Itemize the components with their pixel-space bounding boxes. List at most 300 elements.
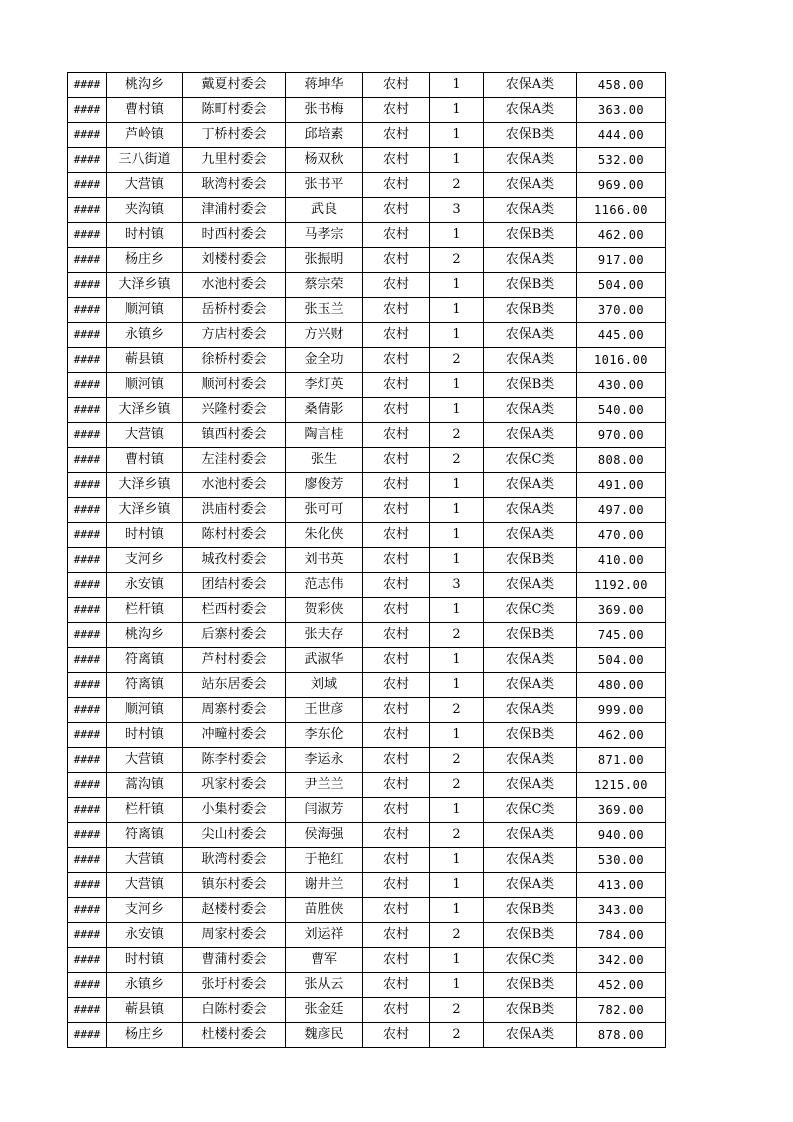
table-body xyxy=(68,73,666,1048)
table-row xyxy=(68,348,666,373)
town-cell: 蒿沟镇 xyxy=(107,773,183,798)
count-cell: 1 xyxy=(430,973,484,998)
village-cell: 镇西村委会 xyxy=(183,423,286,448)
town-cell: 桃沟乡 xyxy=(107,623,183,648)
category-cell: 农保A类 xyxy=(484,198,577,223)
id-cell: #### xyxy=(68,123,107,148)
town-cell: 时村镇 xyxy=(107,223,183,248)
area-type-cell: 农村 xyxy=(363,173,430,198)
area-type-cell: 农村 xyxy=(363,448,430,473)
town-cell: 杨庄乡 xyxy=(107,248,183,273)
count-cell: 1 xyxy=(430,673,484,698)
category-cell: 农保A类 xyxy=(484,348,577,373)
name-cell: 谢井兰 xyxy=(286,873,363,898)
village-cell: 丁桥村委会 xyxy=(183,123,286,148)
town-cell: 蕲县镇 xyxy=(107,998,183,1023)
table-row xyxy=(68,248,666,273)
id-cell: #### xyxy=(68,98,107,123)
name-cell: 张金廷 xyxy=(286,998,363,1023)
amount-cell: 1192.00 xyxy=(577,573,666,598)
id-cell: #### xyxy=(68,898,107,923)
name-cell: 武良 xyxy=(286,198,363,223)
name-cell: 蔡宗荣 xyxy=(286,273,363,298)
area-type-cell: 农村 xyxy=(363,1023,430,1048)
id-cell: #### xyxy=(68,498,107,523)
name-cell: 刘书英 xyxy=(286,548,363,573)
area-type-cell: 农村 xyxy=(363,623,430,648)
count-cell: 1 xyxy=(430,273,484,298)
town-cell: 永镇乡 xyxy=(107,973,183,998)
town-cell: 符离镇 xyxy=(107,673,183,698)
table-row xyxy=(68,523,666,548)
count-cell: 1 xyxy=(430,373,484,398)
village-cell: 岳桥村委会 xyxy=(183,298,286,323)
name-cell: 魏彦民 xyxy=(286,1023,363,1048)
table-row xyxy=(68,148,666,173)
table-row xyxy=(68,598,666,623)
village-cell: 巩家村委会 xyxy=(183,773,286,798)
id-cell: #### xyxy=(68,848,107,873)
area-type-cell: 农村 xyxy=(363,798,430,823)
amount-cell: 917.00 xyxy=(577,248,666,273)
amount-cell: 444.00 xyxy=(577,123,666,148)
amount-cell: 413.00 xyxy=(577,873,666,898)
amount-cell: 782.00 xyxy=(577,998,666,1023)
name-cell: 桑倩影 xyxy=(286,398,363,423)
count-cell: 2 xyxy=(430,923,484,948)
id-cell: #### xyxy=(68,523,107,548)
village-cell: 张圩村委会 xyxy=(183,973,286,998)
id-cell: #### xyxy=(68,598,107,623)
name-cell: 张玉兰 xyxy=(286,298,363,323)
town-cell: 符离镇 xyxy=(107,823,183,848)
area-type-cell: 农村 xyxy=(363,498,430,523)
town-cell: 永安镇 xyxy=(107,573,183,598)
table-row xyxy=(68,448,666,473)
id-cell: #### xyxy=(68,873,107,898)
town-cell: 支河乡 xyxy=(107,548,183,573)
area-type-cell: 农村 xyxy=(363,998,430,1023)
category-cell: 农保A类 xyxy=(484,773,577,798)
table-row xyxy=(68,373,666,398)
amount-cell: 999.00 xyxy=(577,698,666,723)
village-cell: 兴隆村委会 xyxy=(183,398,286,423)
town-cell: 蕲县镇 xyxy=(107,348,183,373)
village-cell: 陈村村委会 xyxy=(183,523,286,548)
table-row xyxy=(68,423,666,448)
name-cell: 蒋坤华 xyxy=(286,73,363,98)
area-type-cell: 农村 xyxy=(363,323,430,348)
town-cell: 大营镇 xyxy=(107,173,183,198)
category-cell: 农保A类 xyxy=(484,1023,577,1048)
count-cell: 1 xyxy=(430,98,484,123)
village-cell: 站东居委会 xyxy=(183,673,286,698)
amount-cell: 504.00 xyxy=(577,273,666,298)
category-cell: 农保C类 xyxy=(484,598,577,623)
village-cell: 洪庙村委会 xyxy=(183,498,286,523)
area-type-cell: 农村 xyxy=(363,748,430,773)
town-cell: 大泽乡镇 xyxy=(107,273,183,298)
count-cell: 1 xyxy=(430,898,484,923)
town-cell: 时村镇 xyxy=(107,948,183,973)
table-row xyxy=(68,673,666,698)
area-type-cell: 农村 xyxy=(363,898,430,923)
village-cell: 曹蒲村委会 xyxy=(183,948,286,973)
amount-cell: 452.00 xyxy=(577,973,666,998)
amount-cell: 808.00 xyxy=(577,448,666,473)
area-type-cell: 农村 xyxy=(363,98,430,123)
village-cell: 团结村委会 xyxy=(183,573,286,598)
amount-cell: 532.00 xyxy=(577,148,666,173)
area-type-cell: 农村 xyxy=(363,523,430,548)
amount-cell: 342.00 xyxy=(577,948,666,973)
id-cell: #### xyxy=(68,948,107,973)
table-row xyxy=(68,948,666,973)
area-type-cell: 农村 xyxy=(363,948,430,973)
name-cell: 王世彦 xyxy=(286,698,363,723)
amount-cell: 491.00 xyxy=(577,473,666,498)
village-cell: 耿湾村委会 xyxy=(183,173,286,198)
area-type-cell: 农村 xyxy=(363,423,430,448)
id-cell: #### xyxy=(68,398,107,423)
id-cell: #### xyxy=(68,623,107,648)
name-cell: 苗胜侠 xyxy=(286,898,363,923)
area-type-cell: 农村 xyxy=(363,198,430,223)
town-cell: 大营镇 xyxy=(107,423,183,448)
table-row xyxy=(68,98,666,123)
village-cell: 陈李村委会 xyxy=(183,748,286,773)
area-type-cell: 农村 xyxy=(363,473,430,498)
table-row xyxy=(68,623,666,648)
area-type-cell: 农村 xyxy=(363,398,430,423)
category-cell: 农保B类 xyxy=(484,223,577,248)
amount-cell: 462.00 xyxy=(577,223,666,248)
village-cell: 时西村委会 xyxy=(183,223,286,248)
count-cell: 1 xyxy=(430,398,484,423)
village-cell: 周寨村委会 xyxy=(183,698,286,723)
name-cell: 廖俊芳 xyxy=(286,473,363,498)
data-table xyxy=(67,72,666,1048)
name-cell: 张生 xyxy=(286,448,363,473)
amount-cell: 871.00 xyxy=(577,748,666,773)
table-row xyxy=(68,723,666,748)
category-cell: 农保B类 xyxy=(484,898,577,923)
category-cell: 农保B类 xyxy=(484,298,577,323)
category-cell: 农保C类 xyxy=(484,448,577,473)
area-type-cell: 农村 xyxy=(363,823,430,848)
count-cell: 3 xyxy=(430,198,484,223)
count-cell: 1 xyxy=(430,323,484,348)
category-cell: 农保A类 xyxy=(484,148,577,173)
amount-cell: 540.00 xyxy=(577,398,666,423)
table-row xyxy=(68,123,666,148)
area-type-cell: 农村 xyxy=(363,923,430,948)
id-cell: #### xyxy=(68,1023,107,1048)
amount-cell: 784.00 xyxy=(577,923,666,948)
count-cell: 2 xyxy=(430,1023,484,1048)
category-cell: 农保A类 xyxy=(484,823,577,848)
area-type-cell: 农村 xyxy=(363,648,430,673)
amount-cell: 878.00 xyxy=(577,1023,666,1048)
count-cell: 1 xyxy=(430,873,484,898)
town-cell: 大泽乡镇 xyxy=(107,473,183,498)
count-cell: 1 xyxy=(430,498,484,523)
village-cell: 周家村委会 xyxy=(183,923,286,948)
village-cell: 九里村委会 xyxy=(183,148,286,173)
town-cell: 大泽乡镇 xyxy=(107,498,183,523)
amount-cell: 530.00 xyxy=(577,848,666,873)
count-cell: 2 xyxy=(430,698,484,723)
id-cell: #### xyxy=(68,923,107,948)
id-cell: #### xyxy=(68,798,107,823)
area-type-cell: 农村 xyxy=(363,773,430,798)
count-cell: 1 xyxy=(430,948,484,973)
town-cell: 符离镇 xyxy=(107,648,183,673)
name-cell: 李灯英 xyxy=(286,373,363,398)
amount-cell: 1166.00 xyxy=(577,198,666,223)
category-cell: 农保B类 xyxy=(484,973,577,998)
id-cell: #### xyxy=(68,473,107,498)
amount-cell: 470.00 xyxy=(577,523,666,548)
table-row xyxy=(68,798,666,823)
category-cell: 农保A类 xyxy=(484,698,577,723)
table-row xyxy=(68,273,666,298)
table-row xyxy=(68,323,666,348)
amount-cell: 369.00 xyxy=(577,798,666,823)
category-cell: 农保B类 xyxy=(484,623,577,648)
village-cell: 刘楼村委会 xyxy=(183,248,286,273)
town-cell: 夹沟镇 xyxy=(107,198,183,223)
name-cell: 张书平 xyxy=(286,173,363,198)
count-cell: 2 xyxy=(430,248,484,273)
table-row xyxy=(68,973,666,998)
village-cell: 冲疃村委会 xyxy=(183,723,286,748)
town-cell: 桃沟乡 xyxy=(107,73,183,98)
village-cell: 镇东村委会 xyxy=(183,873,286,898)
name-cell: 张从云 xyxy=(286,973,363,998)
town-cell: 栏杆镇 xyxy=(107,598,183,623)
table-row xyxy=(68,298,666,323)
area-type-cell: 农村 xyxy=(363,548,430,573)
category-cell: 农保A类 xyxy=(484,673,577,698)
village-cell: 水池村委会 xyxy=(183,473,286,498)
count-cell: 2 xyxy=(430,423,484,448)
area-type-cell: 农村 xyxy=(363,573,430,598)
count-cell: 1 xyxy=(430,473,484,498)
amount-cell: 504.00 xyxy=(577,648,666,673)
area-type-cell: 农村 xyxy=(363,973,430,998)
table-row xyxy=(68,923,666,948)
category-cell: 农保B类 xyxy=(484,273,577,298)
count-cell: 1 xyxy=(430,148,484,173)
id-cell: #### xyxy=(68,823,107,848)
amount-cell: 745.00 xyxy=(577,623,666,648)
town-cell: 大营镇 xyxy=(107,848,183,873)
category-cell: 农保B类 xyxy=(484,723,577,748)
village-cell: 戴夏村委会 xyxy=(183,73,286,98)
table-row xyxy=(68,823,666,848)
name-cell: 刘运祥 xyxy=(286,923,363,948)
town-cell: 时村镇 xyxy=(107,523,183,548)
town-cell: 支河乡 xyxy=(107,898,183,923)
amount-cell: 369.00 xyxy=(577,598,666,623)
town-cell: 杨庄乡 xyxy=(107,1023,183,1048)
count-cell: 2 xyxy=(430,173,484,198)
table-row xyxy=(68,898,666,923)
category-cell: 农保C类 xyxy=(484,948,577,973)
name-cell: 张可可 xyxy=(286,498,363,523)
count-cell: 1 xyxy=(430,598,484,623)
name-cell: 张振明 xyxy=(286,248,363,273)
category-cell: 农保C类 xyxy=(484,798,577,823)
town-cell: 顺河镇 xyxy=(107,373,183,398)
name-cell: 邱培素 xyxy=(286,123,363,148)
count-cell: 2 xyxy=(430,998,484,1023)
area-type-cell: 农村 xyxy=(363,123,430,148)
amount-cell: 458.00 xyxy=(577,73,666,98)
name-cell: 李东伦 xyxy=(286,723,363,748)
amount-cell: 363.00 xyxy=(577,98,666,123)
table-row xyxy=(68,698,666,723)
village-cell: 耿湾村委会 xyxy=(183,848,286,873)
amount-cell: 497.00 xyxy=(577,498,666,523)
id-cell: #### xyxy=(68,648,107,673)
name-cell: 尹兰兰 xyxy=(286,773,363,798)
village-cell: 陈町村委会 xyxy=(183,98,286,123)
name-cell: 杨双秋 xyxy=(286,148,363,173)
name-cell: 方兴财 xyxy=(286,323,363,348)
amount-cell: 370.00 xyxy=(577,298,666,323)
name-cell: 武淑华 xyxy=(286,648,363,673)
id-cell: #### xyxy=(68,73,107,98)
count-cell: 1 xyxy=(430,123,484,148)
id-cell: #### xyxy=(68,248,107,273)
table-row xyxy=(68,773,666,798)
name-cell: 范志伟 xyxy=(286,573,363,598)
town-cell: 栏杆镇 xyxy=(107,798,183,823)
amount-cell: 410.00 xyxy=(577,548,666,573)
area-type-cell: 农村 xyxy=(363,848,430,873)
village-cell: 杜楼村委会 xyxy=(183,1023,286,1048)
id-cell: #### xyxy=(68,423,107,448)
count-cell: 1 xyxy=(430,798,484,823)
table-row xyxy=(68,498,666,523)
table-row xyxy=(68,998,666,1023)
name-cell: 张夫存 xyxy=(286,623,363,648)
count-cell: 1 xyxy=(430,848,484,873)
count-cell: 1 xyxy=(430,223,484,248)
town-cell: 顺河镇 xyxy=(107,698,183,723)
category-cell: 农保A类 xyxy=(484,473,577,498)
area-type-cell: 农村 xyxy=(363,373,430,398)
name-cell: 李运永 xyxy=(286,748,363,773)
category-cell: 农保A类 xyxy=(484,748,577,773)
name-cell: 张书梅 xyxy=(286,98,363,123)
category-cell: 农保B类 xyxy=(484,548,577,573)
amount-cell: 480.00 xyxy=(577,673,666,698)
area-type-cell: 农村 xyxy=(363,598,430,623)
town-cell: 永镇乡 xyxy=(107,323,183,348)
category-cell: 农保A类 xyxy=(484,423,577,448)
village-cell: 方店村委会 xyxy=(183,323,286,348)
id-cell: #### xyxy=(68,573,107,598)
area-type-cell: 农村 xyxy=(363,698,430,723)
category-cell: 农保A类 xyxy=(484,248,577,273)
table-row xyxy=(68,173,666,198)
category-cell: 农保A类 xyxy=(484,98,577,123)
town-cell: 大营镇 xyxy=(107,873,183,898)
count-cell: 1 xyxy=(430,548,484,573)
table-row xyxy=(68,398,666,423)
category-cell: 农保A类 xyxy=(484,523,577,548)
category-cell: 农保A类 xyxy=(484,848,577,873)
amount-cell: 1215.00 xyxy=(577,773,666,798)
id-cell: #### xyxy=(68,998,107,1023)
count-cell: 2 xyxy=(430,448,484,473)
name-cell: 曹军 xyxy=(286,948,363,973)
id-cell: #### xyxy=(68,373,107,398)
table-row xyxy=(68,573,666,598)
category-cell: 农保A类 xyxy=(484,73,577,98)
count-cell: 2 xyxy=(430,623,484,648)
id-cell: #### xyxy=(68,148,107,173)
town-cell: 顺河镇 xyxy=(107,298,183,323)
id-cell: #### xyxy=(68,298,107,323)
amount-cell: 969.00 xyxy=(577,173,666,198)
amount-cell: 445.00 xyxy=(577,323,666,348)
category-cell: 农保A类 xyxy=(484,573,577,598)
name-cell: 朱化侠 xyxy=(286,523,363,548)
name-cell: 闫淑芳 xyxy=(286,798,363,823)
town-cell: 永安镇 xyxy=(107,923,183,948)
count-cell: 1 xyxy=(430,648,484,673)
id-cell: #### xyxy=(68,348,107,373)
village-cell: 白陈村委会 xyxy=(183,998,286,1023)
name-cell: 侯海强 xyxy=(286,823,363,848)
amount-cell: 1016.00 xyxy=(577,348,666,373)
count-cell: 2 xyxy=(430,748,484,773)
amount-cell: 462.00 xyxy=(577,723,666,748)
village-cell: 后寨村委会 xyxy=(183,623,286,648)
count-cell: 1 xyxy=(430,73,484,98)
area-type-cell: 农村 xyxy=(363,673,430,698)
category-cell: 农保A类 xyxy=(484,873,577,898)
town-cell: 大泽乡镇 xyxy=(107,398,183,423)
town-cell: 三八街道 xyxy=(107,148,183,173)
village-cell: 城孜村委会 xyxy=(183,548,286,573)
area-type-cell: 农村 xyxy=(363,148,430,173)
amount-cell: 343.00 xyxy=(577,898,666,923)
name-cell: 刘域 xyxy=(286,673,363,698)
village-cell: 津浦村委会 xyxy=(183,198,286,223)
town-cell: 曹村镇 xyxy=(107,448,183,473)
id-cell: #### xyxy=(68,448,107,473)
name-cell: 贺彩侠 xyxy=(286,598,363,623)
area-type-cell: 农村 xyxy=(363,73,430,98)
town-cell: 芦岭镇 xyxy=(107,123,183,148)
amount-cell: 970.00 xyxy=(577,423,666,448)
amount-cell: 430.00 xyxy=(577,373,666,398)
id-cell: #### xyxy=(68,173,107,198)
area-type-cell: 农村 xyxy=(363,873,430,898)
area-type-cell: 农村 xyxy=(363,298,430,323)
village-cell: 小集村委会 xyxy=(183,798,286,823)
count-cell: 2 xyxy=(430,773,484,798)
amount-cell: 940.00 xyxy=(577,823,666,848)
category-cell: 农保B类 xyxy=(484,123,577,148)
village-cell: 芦村村委会 xyxy=(183,648,286,673)
id-cell: #### xyxy=(68,723,107,748)
